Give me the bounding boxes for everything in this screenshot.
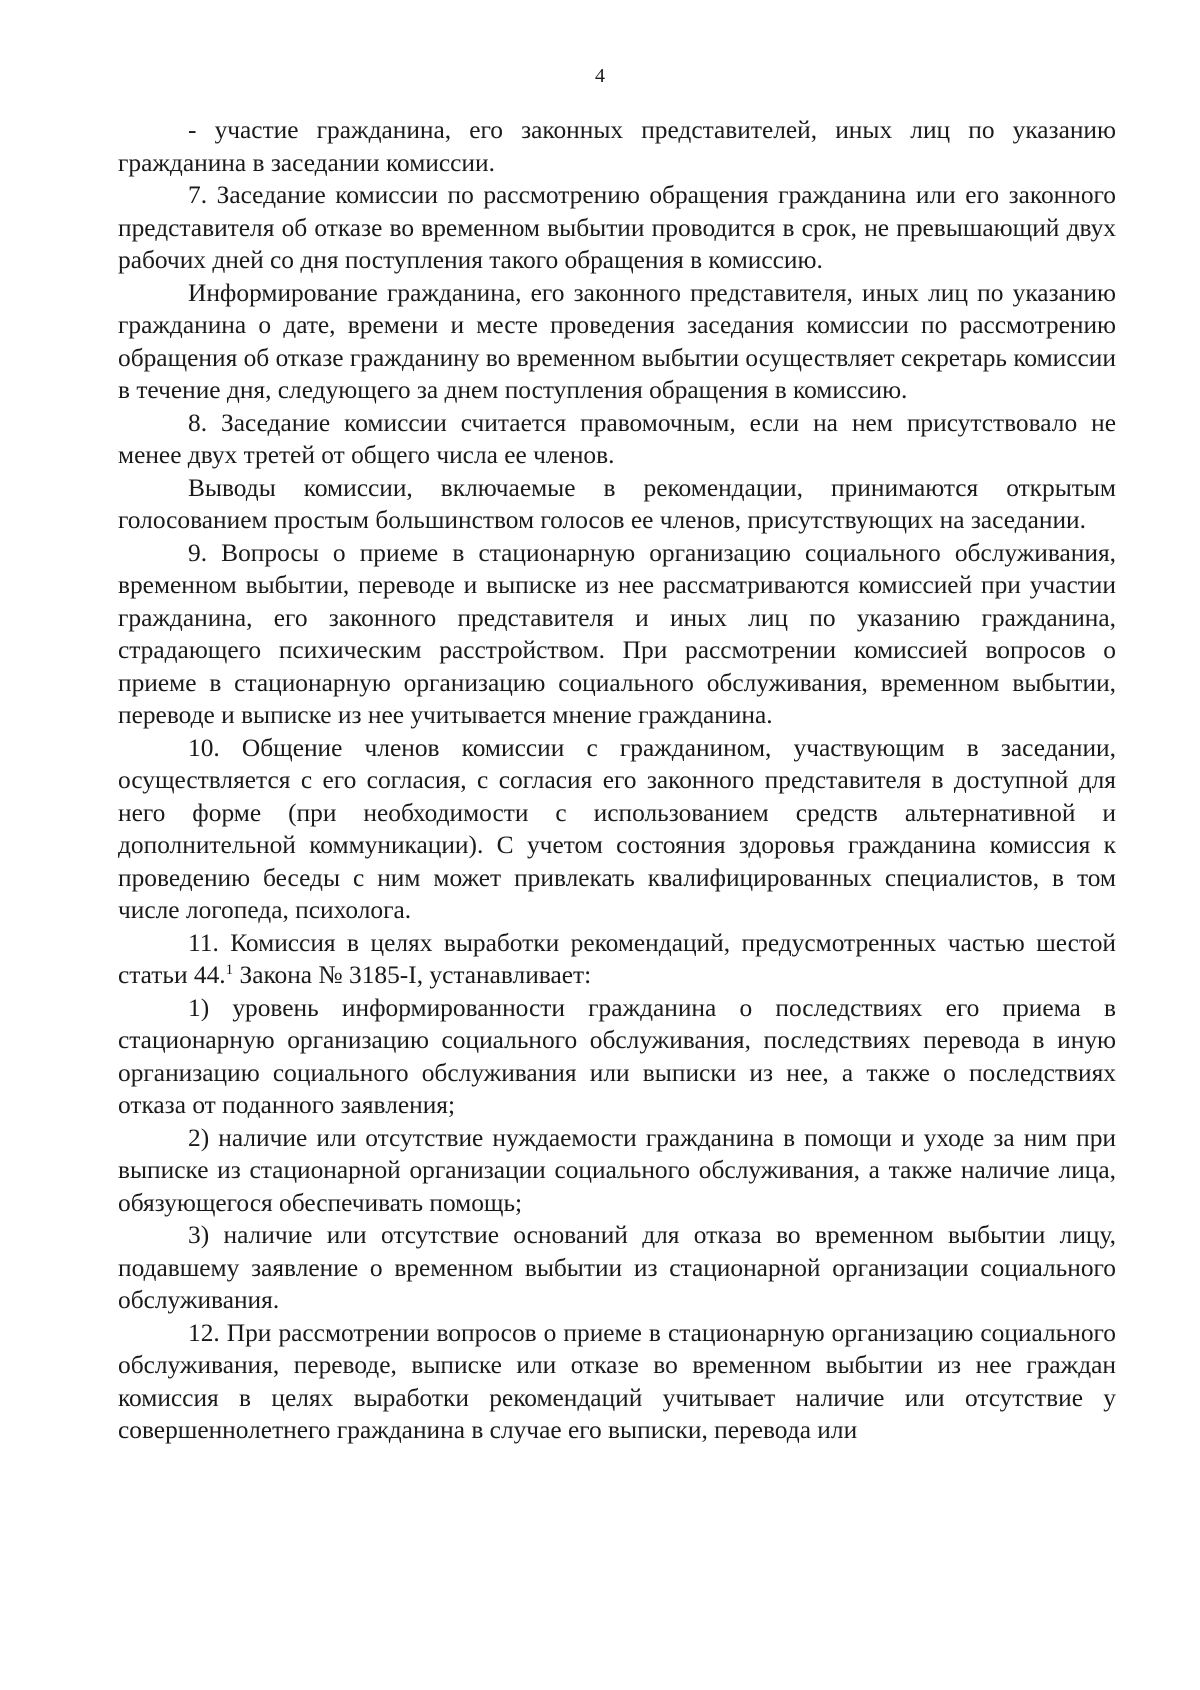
paragraph-10: 10. Общение членов комиссии с гражданином, участвующим в заседании, осуществляется с его согласия, с согласия его законного представителя в доступной для него форме (при необходимости с использованием средств альтернативной и дополнительной коммуникации). С учетом состояния здоровья гражданина комиссия к проведению беседы с ним может привлекать квалифицированных специалистов, в том числе логопеда, психолога.	[118, 733, 1116, 924]
paragraph-8-conclusions: Выводы комиссии, включаемые в рекомендации, принимаются открытым голосованием простым большинством голосов ее членов, присутствующих на заседании.	[118, 473, 1116, 534]
paragraph-7: 7. Заседание комиссии по рассмотрению обращения гражданина или его законного представителя об отказе во временном выбытии проводится в срок, не превышающий двух рабочих дней со дня поступления такого обращения в комиссию.	[118, 181, 1116, 274]
paragraph-7-informing: Информирование гражданина, его законного представителя, иных лиц по указанию гражданина о дате, времени и месте проведения заседания комиссии по рассмотрению обращения об отказе гражданину во временном выбытии осуществляет секретарь комиссии в течение дня, следующего за днем поступления обращения в комиссию.	[118, 278, 1116, 404]
paragraph-11	[118, 927, 1116, 992]
paragraph-11-text: 11. Комиссия в целях выработки рекомендаций, предусмотренных частью шестой статьи 44.	[118, 928, 1116, 989]
paragraph-12: 12. При рассмотрении вопросов о приеме в стационарную организацию социального обслуживания, переводе, выписке или отказе во временном выбытии из нее граждан комиссия в целях выработки рекомендаций учитывает наличие или отсутствие у совершеннолетнего гражданина в случае его выписки, перевода или	[118, 1318, 1116, 1444]
document-body	[118, 114, 1116, 1447]
list-item-2: 2) наличие или отсутствие нуждаемости гражданина в помощи и уходе за ним при выписке из стационарной организации социального обслуживания, а также наличие лица, обязующегося обеспечивать помощь;	[118, 1123, 1116, 1217]
paragraph-9: 9. Вопросы о приеме в стационарную организацию социального обслуживания, временном выбытии, переводе и выписке из нее рассматриваются комиссией при участии гражданина, его законного представителя и иных лиц по указанию гражданина, страдающего психическим расстройством. При рассмотрении комиссией вопросов о приеме в стационарную организацию социального обслуживания, временном выбытии, переводе и выписке из нее учитывается мнение гражданина.	[118, 538, 1116, 729]
page-number: 4	[595, 65, 605, 87]
list-item-3: 3) наличие или отсутствие оснований для отказа во временном выбытии лицу, подавшему заявление о временном выбытии из стационарной организации социального обслуживания.	[118, 1221, 1116, 1314]
paragraph-11-law-reference: Закона № 3185-I, устанавливает:	[233, 961, 592, 989]
footnote-marker: 1	[225, 962, 234, 978]
paragraph-8: 8. Заседание комиссии считается правомочным, если на нем присутствовало не менее двух третей от общего числа ее членов.	[118, 408, 1116, 469]
paragraph-participation: - участие гражданина, его законных представителей, иных лиц по указанию гражданина в заседании комиссии.	[118, 116, 1116, 177]
list-item-1: 1) уровень информированности гражданина о последствиях его приема в стационарную организацию социального обслуживания, последствиях перевода в иную организацию социального обслуживания или выписки из нее, а также о последствиях отказа от поданного заявления;	[118, 993, 1116, 1119]
